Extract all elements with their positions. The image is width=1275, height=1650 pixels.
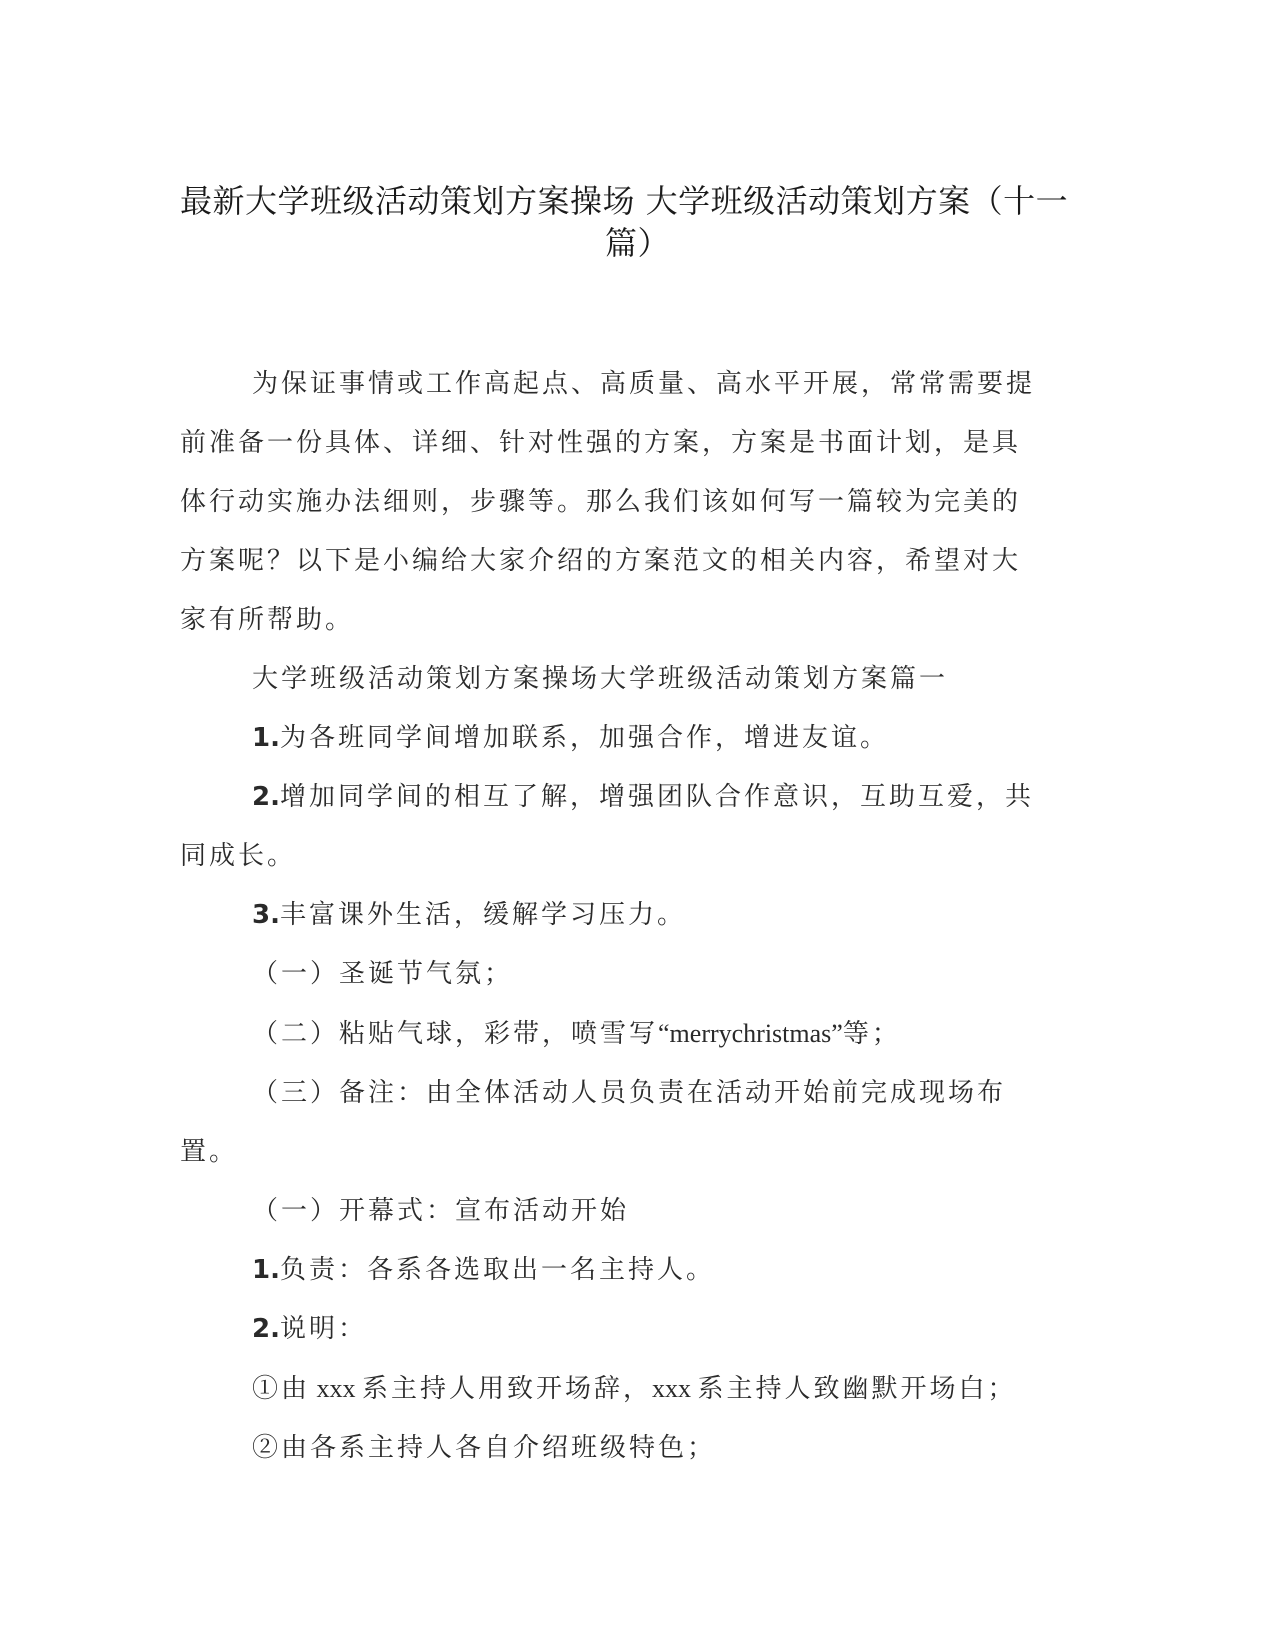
title-line-2: 篇） (604, 224, 670, 262)
placeholder-xxx-2: xxx (652, 1374, 698, 1403)
item-text: 说明： (279, 1314, 367, 1344)
placeholder-xxx: xxx (310, 1374, 363, 1403)
item-number: 1. (252, 723, 280, 753)
circled-number-1: ① (252, 1374, 282, 1404)
item-text: 增加同学间的相互了解，增强团队合作意识，互助互爱，共同成长。 (180, 782, 1034, 871)
item-text: 负责：各系各选取出一名主持人。 (279, 1255, 715, 1285)
item-number: 2. (252, 1314, 280, 1344)
circled-text-mid: 系主持人用致开场辞， (362, 1374, 653, 1404)
item-text: 丰富课外生活，缓解学习压力。 (279, 900, 686, 930)
item-text: 为各班同学间增加联系，加强合作，增进友谊。 (279, 723, 889, 753)
intro-paragraph: 为保证事情或工作高起点、高质量、高水平开展，常常需要提前准备一份具体、详细、针对性强的方案，方案是书面计划，是具体行动实施办法细则，步骤等。那么我们该如何写一篇较为完美的方案呢？以下是小编给大家介绍的方案范文的相关内容，希望对大家有所帮助。 (180, 369, 1036, 635)
goal-item-3 (180, 886, 1040, 945)
decor-text: （二）粘贴气球，彩带，喷雪写 (252, 1019, 659, 1049)
circled-item-1 (180, 1359, 1040, 1419)
document-title (180, 180, 1095, 264)
circled-text: 由各系主持人各自介绍班级特色； (281, 1433, 717, 1463)
decor-item-2 (180, 1004, 1040, 1064)
document-body (180, 355, 1095, 1478)
opening-item-1 (180, 1241, 1040, 1300)
decor-latin-text: “merrychristmas” (658, 1019, 843, 1048)
title-line-1: 最新大学班级活动策划方案操场 大学班级活动策划方案（十一 (180, 182, 1069, 220)
circled-number-2: ② (252, 1433, 282, 1463)
item-number: 2. (252, 782, 280, 812)
circled-text-end: 系主持人致幽默开场白； (697, 1374, 1017, 1404)
decor-text-end: 等； (842, 1019, 901, 1049)
opening-item-2 (180, 1300, 1040, 1359)
item-number: 1. (252, 1255, 280, 1285)
opening-heading: （一）开幕式：宣布活动开始 (252, 1196, 630, 1226)
goal-item-1 (180, 709, 1040, 768)
goal-item-2 (180, 768, 1040, 886)
circled-item-2 (180, 1419, 1040, 1478)
decor-item-3: （三）备注：由全体活动人员负责在活动开始前完成现场布置。 (180, 1078, 1007, 1167)
decor-item-1: （一）圣诞节气氛； (252, 959, 514, 989)
item-number: 3. (252, 900, 280, 930)
section-heading: 大学班级活动策划方案操场大学班级活动策划方案篇一 (252, 664, 949, 694)
circled-text: 由 (281, 1374, 311, 1404)
